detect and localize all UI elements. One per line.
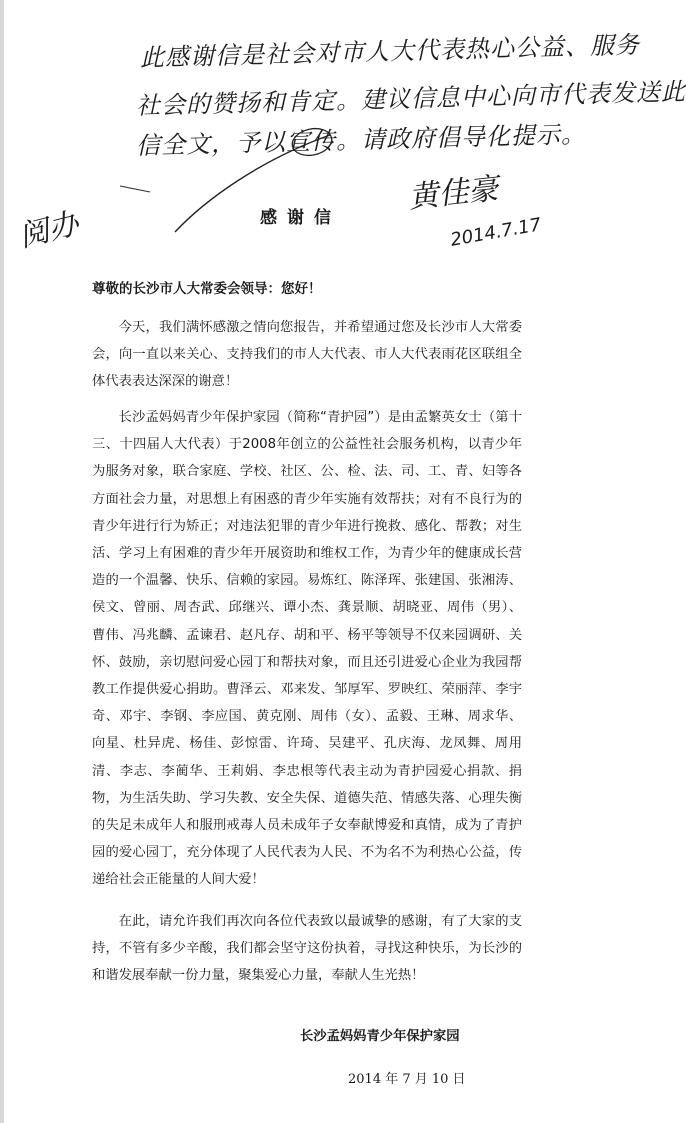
letter-salutation: 尊敬的长沙市人大常委会领导：您好！ — [92, 281, 322, 297]
pen-strokes — [0, 0, 601, 300]
letter-paragraph-3: 在此，请允许我们再次向各位代表致以最诚挚的感谢，有了大家的支持，不管有多少辛酸，我们都会坚守这份执着，寻找这种快乐，为长沙的和谐发展奉献一份力量，聚集爱心力量，奉献人生光热！ — [92, 914, 522, 984]
letter-signature-date: 2014 年 7 月 10 日 — [348, 1072, 466, 1087]
letter-paragraph-1: 今天，我们满怀感激之情向您报告，并希望通过您及长沙市人大常委会，向一直以来关心、支持我们的市人大代表、市人大代表雨花区联组全体代表表达深深的谢意！ — [92, 320, 522, 390]
handwritten-annotation-line-3: 信全文，予以宣传。请政府倡导化提示。 — [135, 120, 587, 160]
pen-stroke-dash — [120, 186, 150, 192]
letter-title: 感谢信 — [260, 208, 341, 228]
letter-paragraph-2: 长沙孟妈妈青少年保护家园（简称“青护园”）是由孟繁英女士（第十三、十四届人大代表）于2008年创立的公益性社会服务机构，以青少年为服务对象，联合家庭、学校、社区、公、检、法、司、工、青、妇等各方面社会力量，对思想上有困惑的青少年实施有效帮扶；对有不良行为的青少年进行行为矫正；对违法犯罪的青少年进行挽救、感化、帮教；对生活、学习上有困难的青少年开展资助和维权工作，为青少年的健康成长营造的一个温馨、快乐、信赖的家园。易炼红、陈泽珲、张建国、张湘涛、侯文、曾丽、周杏武、邱继兴、谭小杰、龚景顺、胡晓亚、周伟（男）、曹伟、冯兆麟、孟谏君、赵凡存、胡和平、杨平等领导不仅来园调研、关怀、鼓励，亲切慰问爱心园丁和帮扶对象，而且还引进爱心企业为我园帮教工作提供爱心捐助。曹泽云、邓来发、邹厚军、罗映红、荣丽萍、李宇奇、邓宇、李钢、李应国、黄克刚、周伟（女）、孟毅、王琳、周求华、向星、杜异虎、杨佳、彭惊雷、许琦、吴建平、孔庆海、龙凤舞、周用清、李志、李蔺华、王莉娟、李忠根等代表主动为青护园爱心捐款、捐物，为生活失助、学习失教、安全失保、道德失范、情感失落、心理失衡的失足未成年人和服刑戒毒人员未成年子女奉献博爱和真情，成为了青护园的爱心园丁，充分体现了人民代表为人民、不为名不为利热心公益，传递给社会正能量的人间大爱！ — [92, 410, 522, 888]
handwritten-annotation-line-2: 社会的赞扬和肯定。建议信息中心向市代表发送此 — [135, 77, 686, 120]
letter-signature-organization: 长沙孟妈妈青少年保护家园 — [300, 1029, 460, 1044]
handwritten-side-note: 阅办 — [15, 206, 83, 255]
handwritten-signature: 黄佳豪 — [406, 171, 500, 216]
handwritten-annotation-date: 2014.7.17 — [448, 214, 543, 251]
handwritten-annotation-line-1: 此感谢信是社会对市人大代表热心公益、服务 — [139, 30, 641, 72]
